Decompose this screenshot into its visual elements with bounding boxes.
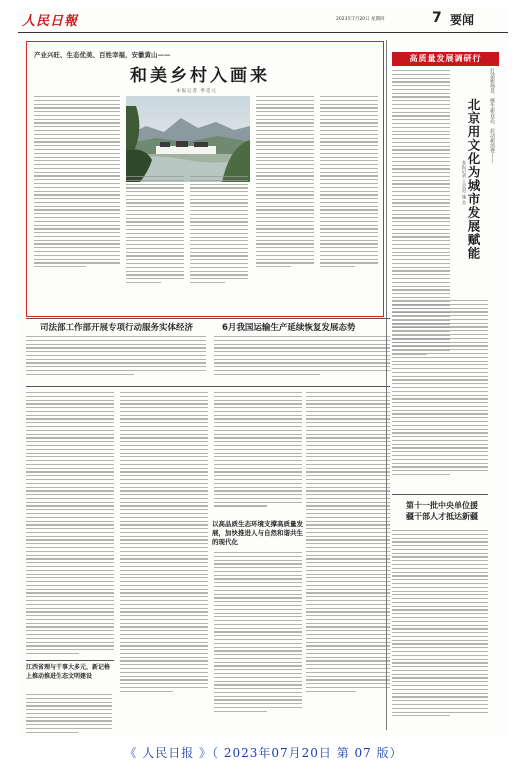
lead-text-col-2 — [126, 176, 184, 286]
right-text-col-mid — [392, 300, 488, 478]
transport-text — [214, 336, 390, 378]
newspaper-logo: 人民日報 — [22, 14, 79, 29]
masthead — [18, 8, 508, 33]
lower-text-col-2 — [120, 392, 208, 695]
justice-text — [26, 336, 206, 378]
page-number: 7 — [432, 10, 442, 26]
right-subtitle: 打造新场景、催生新业态、拉动新消费—— — [489, 68, 495, 163]
village-photo — [126, 96, 250, 182]
headline-ecology[interactable]: 以高品质生态环境支撑高质量发展，加快推进人与自然和谐共生的现代化 — [212, 520, 303, 546]
headline-transport[interactable]: 6月我国运输生产延续恢复发展态势 — [222, 323, 356, 333]
lower-text-col-4 — [306, 392, 390, 695]
section-banner: 高质量发展调研行 — [392, 52, 499, 66]
column-rule — [386, 40, 387, 730]
lower-text-col-1 — [26, 392, 114, 657]
lead-text-col-1 — [34, 96, 120, 270]
landscape-image-icon — [126, 96, 250, 182]
xinjiang-text — [392, 530, 488, 719]
right-headline[interactable]: 北京用文化为城市发展赋能 — [466, 98, 481, 260]
dateline: 2023年7月20日 星期四 — [336, 17, 385, 22]
lead-kicker: 产业兴旺、生态优美、百姓幸福，安徽黄山—— — [34, 51, 171, 59]
headline-xinjiang[interactable]: 第十一批中央单位援疆干部人才抵达新疆 — [406, 501, 478, 521]
source-caption: 《 人民日报 》（ 2023年07月20日 第 07 版） — [124, 746, 403, 760]
ecology-text — [214, 552, 302, 715]
section-name: 要闻 — [450, 13, 475, 27]
headline-justice[interactable]: 司法部工作部开展专项行动服务实体经济 — [40, 323, 194, 333]
lead-text-col-3 — [190, 176, 248, 286]
lower-text-col-3 — [214, 392, 302, 509]
divider-rule-3 — [26, 660, 114, 661]
lead-text-col-5 — [320, 96, 378, 270]
jiangxi-text — [26, 694, 112, 736]
headline-jiangxi[interactable]: 江西省理与干事大多元，新记格上推动推进生态文明建设 — [26, 664, 111, 680]
divider-rule-2 — [26, 386, 390, 387]
divider-rule — [26, 318, 390, 319]
right-byline: 本报记者 王昊男 施 芳 — [461, 160, 466, 205]
lead-text-col-4 — [256, 96, 314, 270]
divider-rule-4 — [392, 494, 488, 495]
lead-headline[interactable]: 和美乡村入画来 — [130, 66, 270, 86]
lead-byline: 本报记者 季觅元 — [176, 89, 217, 94]
